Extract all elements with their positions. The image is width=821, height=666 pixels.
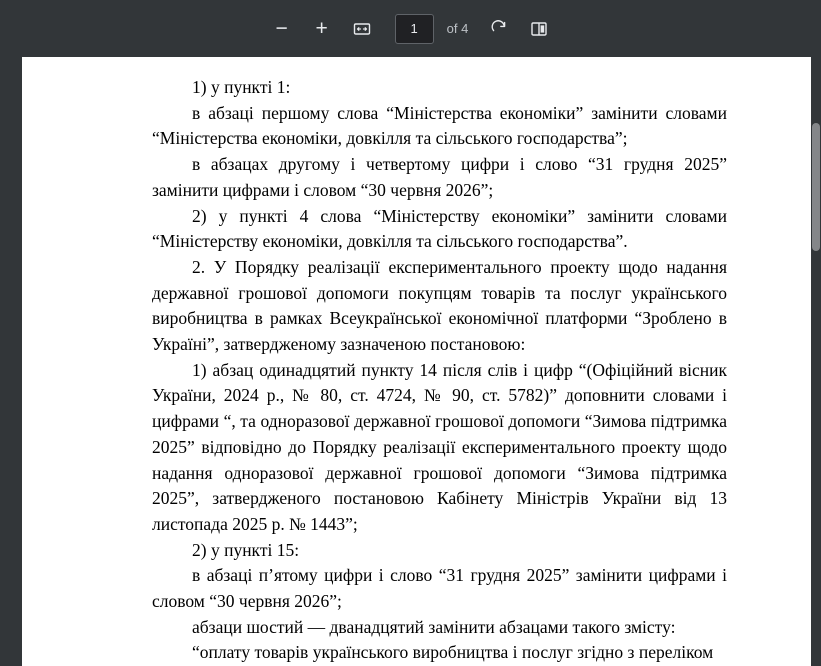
paragraph: в абзаці п’ятому цифри і слово “31 грудня 2025” замінити цифрами і словом “30 червня 2026”; — [152, 565, 727, 612]
paragraph: 2) у пункті 4 слова “Міністерству економіки” замінити словами “Міністерству економіки, довкілля та сільського господарства”. — [152, 205, 727, 252]
pdf-viewport[interactable] — [0, 57, 821, 663]
paragraph: в абзаці першому слова “Міністерства економіки” замінити словами “Міністерства економіки, довкілля та сільського господарства”; — [152, 102, 727, 149]
rotate-button[interactable] — [482, 12, 516, 46]
page-count-label: of 4 — [446, 21, 469, 36]
page-text-body — [22, 57, 811, 666]
zoom-out-button[interactable] — [265, 12, 299, 46]
fit-page-icon — [352, 19, 372, 39]
paragraph: “оплату товарів українського виробництва і послуг згідно з переліком — [192, 642, 714, 663]
vertical-scrollbar[interactable] — [811, 57, 821, 616]
paragraph: 2. У Порядку реалізації експериментального проекту щодо надання державної грошової допомоги покупцям товарів та послуг українського виробництва в рамках Всеукраїнської економічної платформи “Зроблено в Україні”, затвердженому зазначеною постановою: — [152, 256, 727, 355]
paragraph: 1) абзац одинадцятий пункту 14 після слів і цифр “(Офіційний вісник України, 2024 р., № 80, ст. 4724, № 90, ст. 5782)” доповнити словами і цифрами “, та одноразової державної грошової допомоги “Зимова підтримка 2025” відповідно до Порядку реалізації експериментального проекту щодо надання одноразової державної грошової допомоги “Зимова підтримка 2025”, затвердженого постановою Кабінету Міністрів України від 13 листопада 2025 р. № 1443”; — [152, 359, 727, 534]
paragraph: 2) у пункті 15: — [192, 539, 300, 560]
two-page-view-icon — [529, 19, 549, 39]
zoom-out-label: − — [275, 17, 288, 40]
pdf-page — [22, 57, 811, 666]
scrollbar-thumb[interactable] — [812, 123, 820, 251]
pdf-toolbar — [0, 0, 821, 57]
rotate-icon — [489, 19, 509, 39]
page-number-input[interactable]: 1 — [395, 14, 434, 44]
zoom-in-label: + — [315, 17, 328, 40]
paragraph: в абзацах другому і четвертому цифри і слово “31 грудня 2025” замінити цифрами і словом “30 червня 2026”; — [152, 154, 727, 200]
paragraph: абзаци шостий — дванадцятий замінити абзацами такого змісту: — [192, 616, 676, 637]
paragraph: 1) у пункті 1: — [192, 77, 291, 97]
two-page-view-button[interactable] — [522, 12, 556, 46]
fit-page-button[interactable] — [345, 12, 379, 46]
zoom-in-button[interactable] — [305, 12, 339, 46]
